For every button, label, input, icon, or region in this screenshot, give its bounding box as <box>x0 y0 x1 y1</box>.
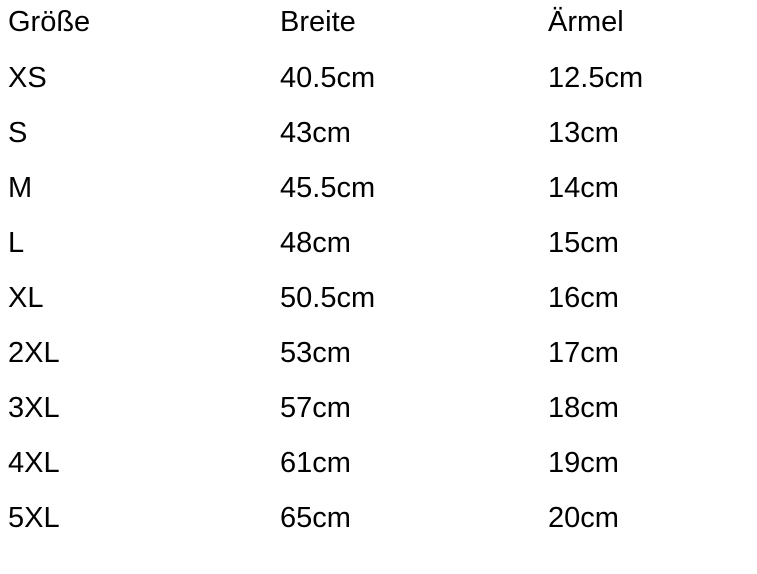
cell-sleeve: 17cm <box>548 337 619 369</box>
cell-width: 57cm <box>280 392 351 424</box>
table-row <box>8 174 728 229</box>
column-header-width: Breite <box>280 6 356 38</box>
table-row <box>8 449 728 504</box>
table-row <box>8 64 728 119</box>
cell-sleeve: 15cm <box>548 227 619 259</box>
cell-width: 61cm <box>280 447 351 479</box>
cell-size: L <box>8 227 25 259</box>
cell-size: XL <box>8 282 44 314</box>
table-row <box>8 339 728 394</box>
cell-width: 53cm <box>280 337 351 369</box>
table-row <box>8 229 728 284</box>
table-row <box>8 119 728 174</box>
cell-size: 4XL <box>8 447 60 479</box>
cell-size: XS <box>8 62 47 94</box>
column-header-sleeve: Ärmel <box>548 6 624 38</box>
table-body <box>8 64 728 533</box>
cell-sleeve: 20cm <box>548 502 619 534</box>
cell-size: S <box>8 117 28 149</box>
size-chart-table <box>8 8 728 533</box>
cell-width: 43cm <box>280 117 351 149</box>
cell-sleeve: 13cm <box>548 117 619 149</box>
cell-sleeve: 16cm <box>548 282 619 314</box>
cell-size: M <box>8 172 33 204</box>
cell-sleeve: 14cm <box>548 172 619 204</box>
table-header-row <box>8 8 728 64</box>
table-row <box>8 394 728 449</box>
cell-sleeve: 19cm <box>548 447 619 479</box>
cell-size: 5XL <box>8 502 60 534</box>
table-row <box>8 504 728 533</box>
table-row <box>8 284 728 339</box>
column-header-size: Größe <box>8 6 91 38</box>
cell-size: 3XL <box>8 392 60 424</box>
cell-width: 45.5cm <box>280 172 376 204</box>
cell-size: 2XL <box>8 337 60 369</box>
cell-width: 48cm <box>280 227 351 259</box>
cell-sleeve: 18cm <box>548 392 619 424</box>
cell-width: 40.5cm <box>280 62 376 94</box>
cell-width: 65cm <box>280 502 351 534</box>
table-header <box>8 8 728 64</box>
cell-sleeve: 12.5cm <box>548 62 644 94</box>
cell-width: 50.5cm <box>280 282 376 314</box>
